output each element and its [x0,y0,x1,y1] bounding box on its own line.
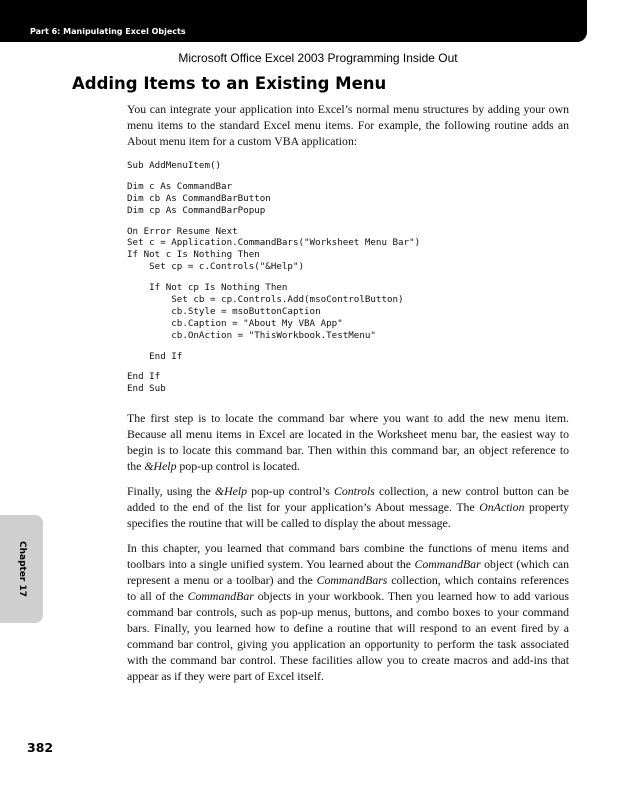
header-bar [0,0,587,42]
code-blank-line [127,172,569,181]
paragraph-chapter-summary [127,540,569,684]
text-run: collection, which contains references to all of the [127,573,570,604]
section-heading: Adding Items to an Existing Menu [72,74,387,93]
text-run: collection, a new control button can be added to the end of the list for your application’s About message. The [127,484,569,515]
code-line: cb.Caption = "About My VBA App" [127,317,343,329]
code-line: On Error Resume Next [127,225,238,237]
italic-term: CommandBar [187,589,254,604]
italic-term: CommandBars [316,573,388,588]
page-number: 382 [27,740,54,755]
code-line: End If [127,350,183,362]
code-line: Dim c As CommandBar [127,180,233,192]
text-run: pop-up control’s [247,484,334,499]
paragraph-locate-command-bar [127,410,569,474]
paragraph-add-control [127,483,569,531]
body-content [127,101,569,684]
intro-paragraph: You can integrate your application into Excel’s normal menu structures by adding your own menu items to the standard Excel menu items. For example, the following routine adds an About menu item for a custom VBA application: [127,102,569,148]
text-run: Finally, using the [127,484,215,499]
italic-term: CommandBar [414,557,481,572]
code-line: Sub AddMenuItem() [127,160,222,171]
code-line: Set cb = cp.Controls.Add(msoControlButton) [127,294,404,306]
text-run: object (which can represent a menu or a toolbar) and the [127,557,569,588]
text-run: pop-up control is located. [176,459,300,474]
code-line: Set c = Application.CommandBars("Worksheet Menu Bar") [127,237,421,249]
text-run: The first step is to locate the command bar where you want to add the new menu item. Because all menu items in Excel are located in the Worksheet menu bar, the easiest way to begin is to locate this command bar. Then within this command bar, an object reference to the [127,411,569,474]
chapter-tab-label: Chapter 17 [17,540,27,598]
code-line: End If [127,371,161,383]
book-title: Microsoft Office Excel 2003 Programming Inside Out [178,51,458,65]
code-line: cb.Style = msoButtonCaption [127,305,321,317]
code-line: Dim cb As CommandBarButton [127,192,271,204]
code-line: Dim cp As CommandBarPopup [127,204,266,216]
italic-term: &Help [214,484,247,499]
code-blank-line [127,217,569,226]
code-line: Set cp = c.Controls("&Help") [127,261,305,273]
text-run: objects in your workbook. Then you learned how to add various command bar controls, such as pop-up menus, buttons, and combo boxes to your command bars. Finally, you learned how to define a routine that will respond to an event fired by a command bar control, giving you application an opportunity to perform the task associated with the command bar control. These facilities allow you to create macros and add-ins that appear as if they were part of Excel itself. [127,589,569,684]
italic-term: Controls [334,484,375,499]
code-blank-line [127,342,569,351]
code-blank-line [127,362,569,371]
text-run: property specifies the routine that will be called to display the about message. [127,500,569,531]
code-line: If Not c Is Nothing Then [127,249,260,261]
code-line: cb.OnAction = "ThisWorkbook.TestMenu" [127,329,376,341]
part-label: Part 6: Manipulating Excel Objects [30,27,186,36]
code-blank-line [127,273,569,282]
text-run: In this chapter, you learned that command bars combine the functions of menu items and toolbars into a single unified system. You learned about the [127,541,569,572]
code-line: If Not cp Is Nothing Then [127,282,288,294]
code-line: End Sub [127,383,166,395]
italic-term: OnAction [479,500,525,515]
italic-term: &Help [144,459,177,474]
code-listing [127,160,569,395]
